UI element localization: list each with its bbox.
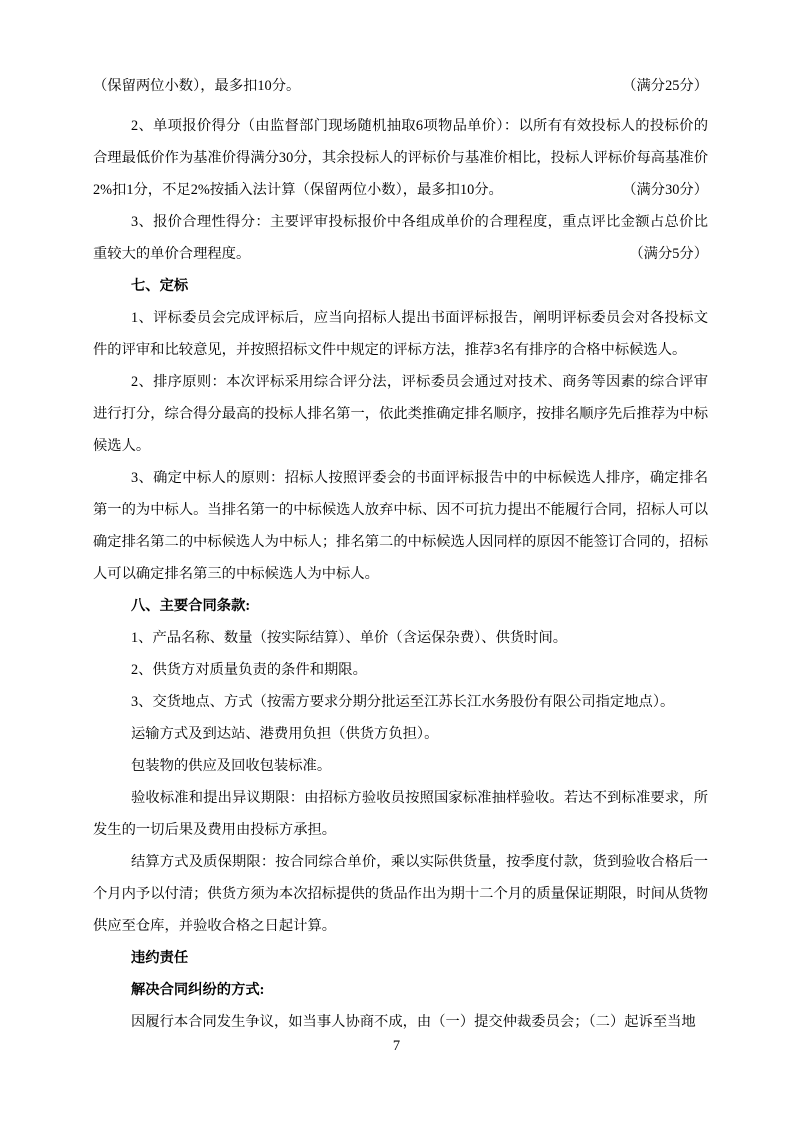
heading-section-7-award: 七、定标 <box>131 278 189 294</box>
paragraph-settlement-warranty: 结算方式及质保期限：按合同综合单价，乘以实际供货量，按季度付款，货到验收合格后一个月内予以付清；供货方须为本次招标提供的货品作出为期十二个月的质量保证期限，时间从货物供应至仓库，并验收合格之日起计算。 <box>93 854 708 934</box>
score-label: （满分30分） <box>622 182 708 198</box>
paragraph-ranking-principle: 2、排序原则：本次评标采用综合评分法，评标委员会通过对技术、商务等因素的综合评审进行打分，综合得分最高的投标人排名第一，依此类推确定排名顺序，按排名顺序先后推荐为中标候选人。 <box>93 374 708 454</box>
paragraph-quality-responsibility: 2、供货方对质量负责的条件和期限。 <box>131 662 367 678</box>
paragraph-text: 2、单项报价得分（由监督部门现场随机抽取6项物品单价）：以所有有效投标人的投标价的合理最低价作为基准价得满分30分，其余投标人的评标价与基准价相比，投标人评标价每高基准价2%扣1分，不足2%按插入法计算（保留两位小数），最多扣10分。 <box>93 118 708 198</box>
score-label: （满分5分） <box>629 246 708 262</box>
paragraph-price-reasonableness <box>93 206 708 270</box>
paragraph-score-tail-25 <box>93 70 708 102</box>
page-number: 7 <box>392 1038 401 1054</box>
heading-dispute-resolution: 解决合同纠纷的方式: <box>131 982 265 998</box>
heading-section-8-contract-terms: 八、主要合同条款: <box>131 598 251 614</box>
paragraph-acceptance-standard: 验收标准和提出异议期限：由招标方验收员按照国家标准抽样验收。若达不到标准要求，所发生的一切后果及费用由投标方承担。 <box>93 790 708 838</box>
paragraph-unit-price-scoring <box>93 110 708 206</box>
paragraph-delivery-location: 3、交货地点、方式（按需方要求分期分批运至江苏长江水务股份有限公司指定地点）。 <box>131 694 675 710</box>
heading-breach-liability: 违约责任 <box>131 950 189 966</box>
paragraph-packaging-standard: 包装物的供应及回收包装标准。 <box>131 758 332 774</box>
paragraph-dispute-arbitration: 因履行本合同发生争议，如当事人协商不成，由（一）提交仲裁委员会；（二）起诉至当地 <box>131 1014 696 1030</box>
paragraph-transport-costs: 运输方式及到达站、港费用负担（供货方负担）。 <box>131 726 439 742</box>
paragraph-text: （保留两位小数），最多扣10分。 <box>93 78 301 94</box>
paragraph-winner-determination: 3、确定中标人的原则：招标人按照评委会的书面评标报告中的中标候选人排序，确定排名第一的为中标人。当排名第一的中标候选人放弃中标、因不可抗力提出不能履行合同，招标人可以确定排名第二的中标候选人为中标人；排名第二的中标候选人因同样的原因不能签订合同的，招标人可以确定排名第三的中标候选人为中标人。 <box>93 470 708 582</box>
paragraph-text: 3、报价合理性得分：主要评审投标报价中各组成单价的合理程度，重点评比金额占总价比重较大的单价合理程度。 <box>93 214 708 262</box>
score-label: （满分25分） <box>622 78 708 94</box>
paragraph-evaluation-report: 1、评标委员会完成评标后，应当向招标人提出书面评标报告，阐明评标委员会对各投标文件的评审和比较意见，并按照招标文件中规定的评标方法，推荐3名有排序的合格中标候选人。 <box>93 310 708 358</box>
paragraph-product-name-quantity: 1、产品名称、数量（按实际结算）、单价（含运保杂费）、供货时间。 <box>131 630 568 646</box>
